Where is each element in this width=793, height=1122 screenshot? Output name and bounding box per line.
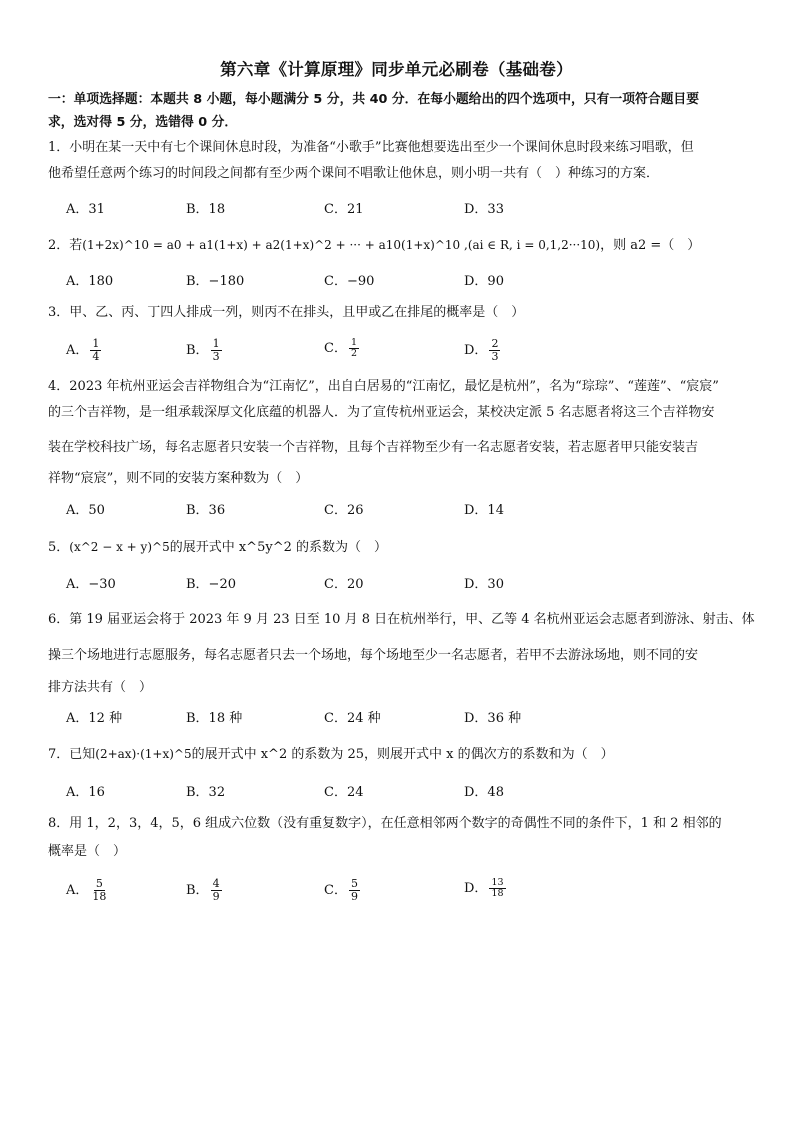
q7-suffix: 的展开式中 x^2 的系数为 25，则展开式中 x 的偶次方的系数和为（ ）	[191, 747, 614, 762]
q6-option-b[interactable]: B．18 种	[186, 711, 243, 726]
q7-option-a[interactable]: A．16	[66, 785, 105, 800]
question-6-line-1: 6．第 19 届亚运会将于 2023 年 9 月 23 日至 10 月 8 日在杭州举行，甲、乙等 4 名杭州亚运会志愿者到游泳、射击、体	[48, 612, 755, 627]
q4-option-d[interactable]: D．14	[464, 503, 504, 518]
question-4-line-1: 4．2023 年杭州亚运会吉祥物组合为“江南忆”，出自白居易的“江南忆，最忆是杭州”，名为“琮琮”、“莲莲”、“宸宸”	[48, 379, 719, 394]
q8-option-d[interactable]: D． $\frac{13}{18}$	[464, 877, 504, 899]
q5-option-d[interactable]: D．30	[464, 577, 504, 592]
question-6-line-3: 排方法共有（ ）	[48, 680, 153, 695]
q3-option-d[interactable]: D． $\frac{2}{3}$	[464, 337, 499, 363]
q5-suffix: 的展开式中 x^5y^2 的系数为（ ）	[169, 540, 387, 555]
q3-option-a[interactable]: A． $\frac{1}{4}$	[66, 337, 100, 363]
question-8-line-2: 概率是（ ）	[48, 844, 127, 859]
question-4-line-4: 祥物“宸宸”，则不同的安装方案种数为（ ）	[48, 471, 309, 486]
q6-option-d[interactable]: D．36 种	[464, 711, 522, 726]
q2-option-c[interactable]: C．−90	[324, 274, 375, 289]
q2-formula: (1+2x)^10 = a0 + a1(1+x) + a2(1+x)^2 + ··· + a10(1+x)^10 ,(ai ∈ R, i = 0,1,2···10)	[82, 238, 601, 252]
question-2-line	[48, 236, 700, 255]
q7-option-c[interactable]: C．24	[324, 785, 364, 800]
question-4-line-3: 装在学校科技广场，每名志愿者只安装一个吉祥物，且每个吉祥物至少有一名志愿者安装，若志愿者甲只能安装吉	[48, 440, 699, 455]
q5-formula: (x^2 − x + y)^5	[69, 540, 170, 554]
q6-option-c[interactable]: C．24 种	[324, 711, 381, 726]
question-1-line-2: 他希望任意两个练习的时间段之间都有至少两个课间不唱歌让他休息，则小明一共有（ ）种练习的方案．	[48, 166, 660, 181]
q6-option-a[interactable]: A．12 种	[66, 711, 123, 726]
q2-option-d[interactable]: D．90	[464, 274, 504, 289]
q7-prefix: 7．已知	[48, 747, 96, 762]
q5-option-b[interactable]: B．−20	[186, 577, 236, 592]
q4-option-c[interactable]: C．26	[324, 503, 364, 518]
q5-option-c[interactable]: C．20	[324, 577, 364, 592]
section-instructions-line-1: 一：单项选择题：本题共 8 小题，每小题满分 5 分，共 40 分．在每小题给出的四个选项中，只有一项符合题目要	[48, 92, 700, 107]
q4-option-b[interactable]: B．36	[186, 503, 226, 518]
q7-option-b[interactable]: B．32	[186, 785, 226, 800]
q8-option-a[interactable]: A． $\frac{5}{18}$	[66, 877, 107, 903]
page-title: 第六章《计算原理》同步单元必刷卷（基础卷）	[220, 60, 573, 79]
question-4-line-2: 的三个吉祥物，是一组承载深厚文化底蕴的机器人．为了宣传杭州亚运会，某校决定派 5 名志愿者将这三个吉祥物安	[48, 405, 715, 420]
q2-suffix: ，则 a2 =（ ）	[600, 238, 701, 253]
section-instructions-line-2: 求，选对得 5 分，选错得 0 分．	[48, 115, 238, 130]
q2-option-b[interactable]: B．−180	[186, 274, 245, 289]
question-7-line	[48, 745, 614, 764]
question-3-line: 3．甲、乙、丙、丁四人排成一列，则丙不在排头，且甲或乙在排尾的概率是（ ）	[48, 305, 525, 320]
question-1-line-1: 1．小明在某一天中有七个课间休息时段，为准备“小歌手”比赛他想要选出至少一个课间休息时段来练习唱歌，但	[48, 140, 694, 155]
question-8-line-1: 8．用 1，2，3，4，5，6 组成六位数（没有重复数字），在任意相邻两个数字的奇偶性不同的条件下，1 和 2 相邻的	[48, 816, 722, 831]
q2-option-a[interactable]: A．180	[66, 274, 114, 289]
question-5-line	[48, 538, 387, 557]
q8-option-c[interactable]: C． $\frac{5}{9}$	[324, 877, 358, 903]
q5-prefix: 5．	[48, 540, 70, 555]
q7-formula: (2+ax)·(1+x)^5	[95, 747, 192, 761]
q2-prefix: 2．若	[48, 238, 83, 253]
q7-option-d[interactable]: D．48	[464, 785, 504, 800]
q3-option-c[interactable]: C． $\frac{1}{2}$	[324, 337, 357, 359]
question-6-line-2: 操三个场地进行志愿服务，每名志愿者只去一个场地，每个场地至少一名志愿者，若甲不去游泳场地，则不同的安	[48, 648, 699, 663]
q3-option-b[interactable]: B． $\frac{1}{3}$	[186, 337, 220, 363]
q1-option-c[interactable]: C．21	[324, 202, 364, 217]
q1-option-d[interactable]: D．33	[464, 202, 504, 217]
q5-option-a[interactable]: A．−30	[66, 577, 116, 592]
q1-option-a[interactable]: A．31	[66, 202, 105, 217]
q4-option-a[interactable]: A．50	[66, 503, 105, 518]
q1-option-b[interactable]: B．18	[186, 202, 226, 217]
q8-option-b[interactable]: B． $\frac{4}{9}$	[186, 877, 220, 903]
